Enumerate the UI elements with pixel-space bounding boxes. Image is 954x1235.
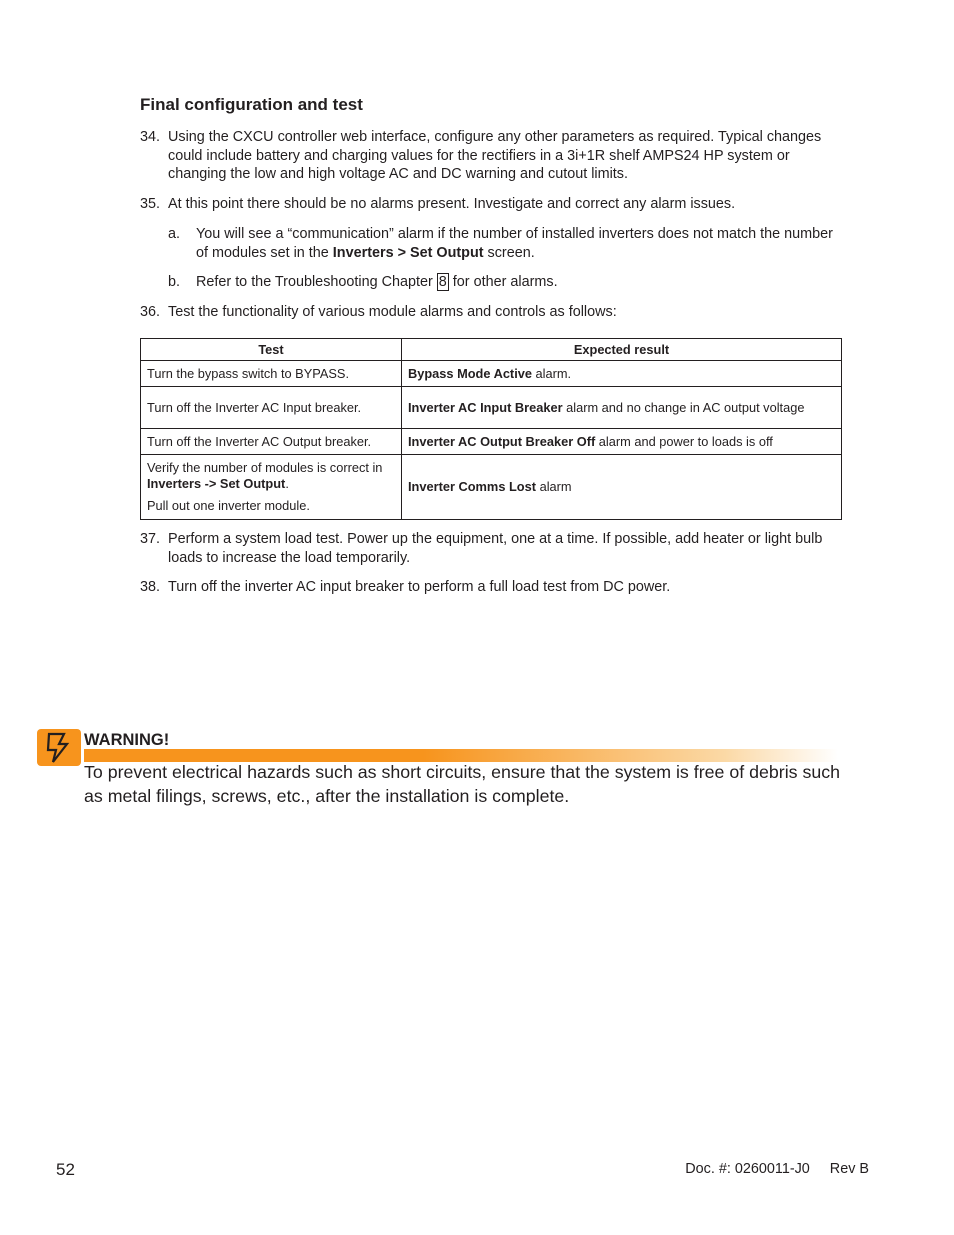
section-title: Final configuration and test [140, 95, 363, 114]
warning-text: To prevent electrical hazards such as short circuits, ensure that the system is free of debris such as metal filings, screws, etc., after the installation is complete. [84, 762, 841, 806]
substep-letter: a. [168, 226, 181, 242]
step-text: At this point there should be no alarms present. Investigate and correct any alarm issues. [168, 196, 736, 212]
test-table [140, 338, 842, 520]
result-text: alarm and no change in AC output voltage [562, 399, 805, 415]
column-header-test: Test [141, 339, 402, 361]
step-number: 36. [140, 304, 161, 320]
substep-text [196, 273, 848, 292]
step-text: Using the CXCU controller web interface, configure any other parameters as required. Typical changes could include battery and charging values for the rectifiers in a 3i+1R shelf AMPS24 HP system or changing the low and high voltage AC and DC warning and cutout limits. [168, 129, 822, 182]
result-cell [402, 429, 842, 455]
result-cell [402, 387, 842, 429]
step-number: 38. [140, 579, 161, 595]
step-36 [140, 303, 845, 322]
test-cell: Turn off the Inverter AC Output breaker. [141, 429, 402, 455]
table-header-row [141, 339, 842, 361]
substep-text-part: for other alarms. [448, 274, 558, 290]
test-cell [141, 455, 402, 520]
alarm-name: Inverter AC Input Breaker [408, 399, 563, 415]
step-35 [140, 195, 845, 214]
test-cell: Turn off the Inverter AC Input breaker. [141, 387, 402, 429]
substep-text-part: screen. [483, 244, 535, 261]
step-text: Test the functionality of various module alarms and controls as follows: [168, 304, 617, 320]
test-text-part: Verify the number of modules is correct in [147, 460, 383, 475]
table-row [141, 387, 842, 429]
warning-label: WARNING! [84, 731, 170, 749]
step-number: 37. [140, 531, 161, 547]
test-cell: Turn the bypass switch to BYPASS. [141, 361, 402, 387]
step-number: 34. [140, 129, 161, 145]
test-text-part: . [285, 476, 289, 491]
table-row [141, 455, 842, 520]
step-35a [168, 225, 848, 262]
menu-path: Inverters -> Set Output [147, 476, 286, 491]
step-text: Turn off the inverter AC input breaker to perform a full load test from DC power. [168, 579, 671, 595]
result-cell [402, 455, 842, 520]
substep-letter: b. [168, 274, 181, 290]
result-text: alarm [536, 479, 572, 494]
page-number: 52 [56, 1160, 75, 1179]
column-header-expected-result: Expected result [402, 339, 842, 361]
result-cell [402, 361, 842, 387]
alarm-name: Inverter AC Output Breaker Off [408, 433, 596, 449]
step-38 [140, 578, 845, 597]
substep-text-part: You will see a “communication” alarm if the number of installed inverters does not match the number of modules set in the [196, 226, 833, 261]
substep-text [196, 225, 848, 262]
lightning-bolt-icon [37, 729, 81, 766]
substep-text-part: Refer to the Troubleshooting Chapter [196, 274, 437, 290]
step-34 [140, 128, 845, 184]
menu-path: Inverters > Set Output [332, 244, 484, 261]
step-text: Perform a system load test. Power up the equipment, one at a time. If possible, add heater or light bulb loads to increase the load temporarily. [168, 531, 823, 566]
table-row [141, 429, 842, 455]
step-number: 35. [140, 196, 161, 212]
alarm-name: Bypass Mode Active [408, 365, 532, 381]
chapter-link[interactable]: 8 [438, 274, 447, 290]
step-35b [168, 273, 848, 292]
result-text: alarm. [531, 365, 572, 381]
test-text [147, 460, 395, 492]
doc-number: Doc. #: 0260011-J0 Rev B [685, 1161, 869, 1177]
table-row [141, 361, 842, 387]
alarm-name: Inverter Comms Lost [408, 479, 537, 494]
result-text: alarm and power to loads is off [595, 433, 773, 449]
test-text: Pull out one inverter module. [147, 498, 310, 513]
step-37 [140, 530, 845, 567]
